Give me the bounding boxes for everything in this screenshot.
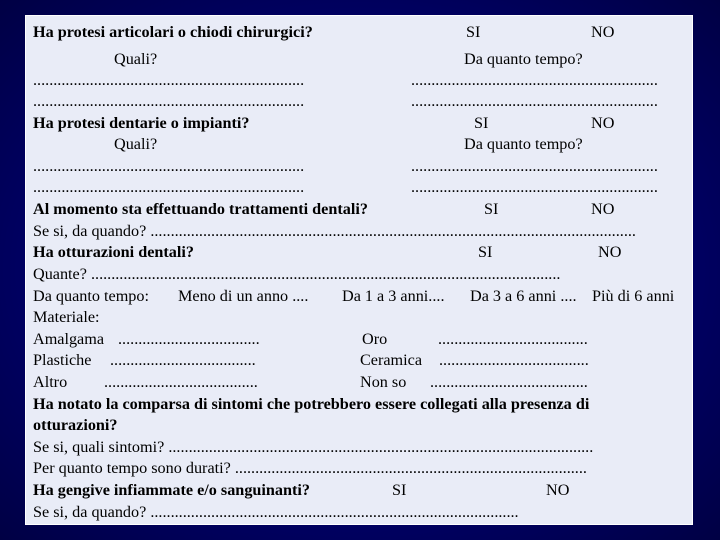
material-blank[interactable]: ....................................... <box>430 373 588 391</box>
q2-row <box>26 113 692 135</box>
q4-duration-option[interactable]: Da 1 a 3 anni.... <box>342 287 445 305</box>
q3-yes-option[interactable]: SI <box>484 200 499 218</box>
q4-material-row <box>26 329 692 351</box>
q2-no-option[interactable]: NO <box>591 114 615 132</box>
material-name: Oro <box>362 330 388 348</box>
q6-no-option[interactable]: NO <box>546 481 570 499</box>
questionnaire-form <box>25 15 693 525</box>
q1-since-blank-2[interactable]: ............................................................. <box>411 92 658 110</box>
q1-since-label: Da quanto tempo? <box>464 50 583 68</box>
q4-count-row <box>26 264 692 286</box>
q5-question-line2: otturazioni? <box>33 416 118 434</box>
material-name: Altro <box>33 373 68 391</box>
q4-yes-option[interactable]: SI <box>478 243 493 261</box>
q4-duration-option[interactable]: Più di 6 anni <box>592 287 675 305</box>
q5-symptoms-field[interactable]: Se si, quali sintomi? ......................................................................................................... <box>33 438 594 456</box>
q4-material-label-row <box>26 307 692 329</box>
material-blank[interactable]: .................................... <box>110 351 256 369</box>
q1-which-blank-1[interactable]: ................................................................... <box>33 71 305 89</box>
q6-row <box>26 480 692 502</box>
q2-details-row <box>26 134 692 156</box>
q6-yes-option[interactable]: SI <box>392 481 407 499</box>
q5-duration-field[interactable]: Per quanto tempo sono durati? ....................................................................................... <box>33 459 587 477</box>
q2-blank-row-1 <box>26 156 692 178</box>
q3-followup-row <box>26 221 692 243</box>
q1-row <box>26 22 692 44</box>
q2-since-blank-1[interactable]: ............................................................. <box>411 157 658 175</box>
q1-yes-option[interactable]: SI <box>466 23 481 41</box>
q2-blank-row-2 <box>26 177 692 199</box>
q4-row <box>26 242 692 264</box>
q4-duration-row <box>26 286 692 308</box>
q4-question: Ha otturazioni dentali? <box>33 243 194 261</box>
q3-followup-field[interactable]: Se si, da quando? ........................................................................................................................ <box>33 222 636 240</box>
q5-row <box>26 394 692 416</box>
q3-question: Al momento sta effettuando trattamenti dentali? <box>33 200 368 218</box>
q1-since-blank-1[interactable]: ............................................................. <box>411 71 658 89</box>
material-name: Plastiche <box>33 351 92 369</box>
q1-blank-row-2 <box>26 91 692 113</box>
q4-duration-label: Da quanto tempo: <box>33 287 149 305</box>
q4-count-field[interactable]: Quante? .................................................................................................................... <box>33 265 561 283</box>
q4-material-row <box>26 372 692 394</box>
q6-followup-field[interactable]: Se si, da quando? ........................................................................................... <box>33 503 519 521</box>
q1-question: Ha protesi articolari o chiodi chirurgici? <box>33 23 313 41</box>
q6-question: Ha gengive infiammate e/o sanguinanti? <box>33 481 310 499</box>
q4-material-label: Materiale: <box>33 308 100 326</box>
q4-material-row <box>26 350 692 372</box>
q4-duration-option[interactable]: Meno di un anno .... <box>178 287 309 305</box>
q5-row-2 <box>26 415 692 437</box>
q1-details-row <box>26 49 692 71</box>
q1-which-label: Quali? <box>114 50 158 68</box>
q4-duration-option[interactable]: Da 3 a 6 anni .... <box>470 287 577 305</box>
q5-duration-row <box>26 458 692 480</box>
q2-which-blank-1[interactable]: ................................................................... <box>33 157 305 175</box>
q1-no-option[interactable]: NO <box>591 23 615 41</box>
q2-since-blank-2[interactable]: ............................................................. <box>411 178 658 196</box>
q5-symptoms-row <box>26 437 692 459</box>
material-name: Ceramica <box>360 351 423 369</box>
material-blank[interactable]: ...................................... <box>104 373 258 391</box>
q4-no-option[interactable]: NO <box>598 243 622 261</box>
q2-question: Ha protesi dentarie o impianti? <box>33 114 250 132</box>
q2-which-blank-2[interactable]: ................................................................... <box>33 178 305 196</box>
q5-question-line1: Ha notato la comparsa di sintomi che potrebbero essere collegati alla presenza di <box>33 395 590 413</box>
material-blank[interactable]: ..................................... <box>439 351 589 369</box>
material-name: Amalgama <box>33 330 105 348</box>
q6-followup-row <box>26 502 692 524</box>
q1-which-blank-2[interactable]: ................................................................... <box>33 92 305 110</box>
q2-yes-option[interactable]: SI <box>474 114 489 132</box>
q1-blank-row-1 <box>26 70 692 92</box>
material-name: Non so <box>360 373 407 391</box>
q2-which-label: Quali? <box>114 135 158 153</box>
material-blank[interactable]: ................................... <box>118 330 260 348</box>
q2-since-label: Da quanto tempo? <box>464 135 583 153</box>
q3-no-option[interactable]: NO <box>591 200 615 218</box>
material-blank[interactable]: ..................................... <box>438 330 588 348</box>
q3-row <box>26 199 692 221</box>
